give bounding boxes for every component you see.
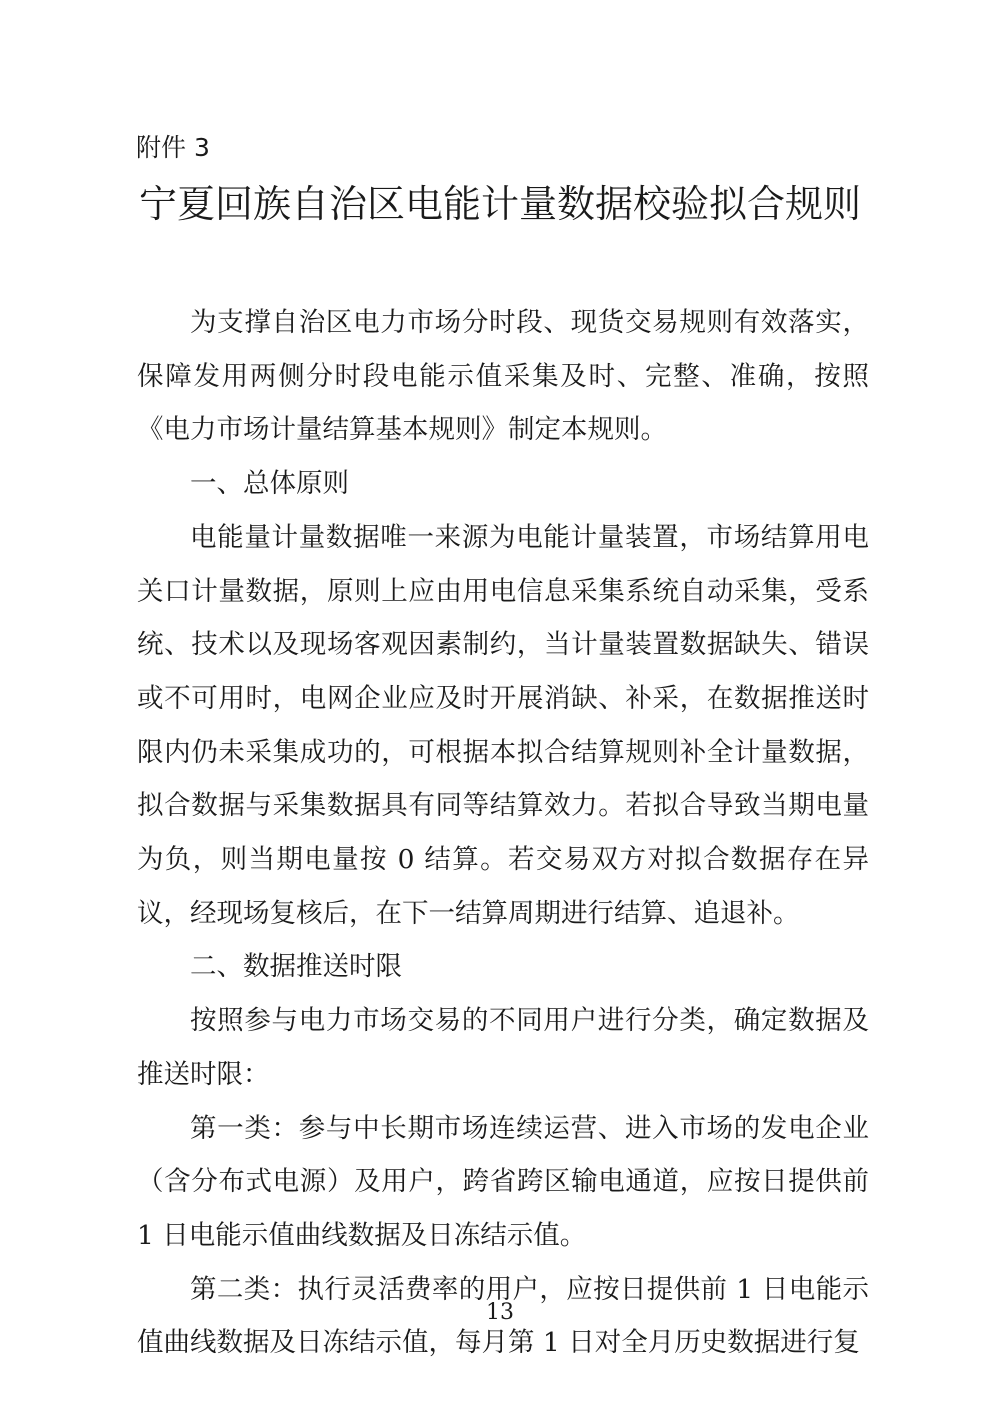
document-title: 宁夏回族自治区电能计量数据校验拟合规则 <box>138 182 861 226</box>
general-principles-paragraph: 电能量计量数据唯一来源为电能计量装置，市场结算用电关口计量数据，原则上应由用电信息采集系统自动采集，受系统、技术以及现场客观因素制约，当计量装置数据缺失、错误或不可用时，电网企业应及时开展消缺、补采，在数据推送时限内仍未采集成功的，可根据本拟合结算规则补全计量数据，拟合数据与采集数据具有同等结算效力。若拟合导致当期电量为负，则当期电量按 0 结算。若交易双方对拟合数据存在异议，经现场复核后，在下一结算周期进行结算、追退补。 <box>137 521 869 929</box>
category-two-paragraph: 第二类：执行灵活费率的用户，应按日提供前 1 日电能示值曲线数据及日冻结示值，每月第 1 日对全月历史数据进行复 <box>137 1273 869 1359</box>
section-heading-push-time-limit: 二、数据推送时限 <box>190 951 402 983</box>
attachment-label: 附件 3 <box>136 133 210 162</box>
page-number: 13 <box>486 1300 514 1325</box>
document-body <box>137 296 869 1370</box>
category-one-paragraph: 第一类：参与中长期市场连续运营、进入市场的发电企业（含分布式电源）及用户，跨省跨区输电通道，应按日提供前 1 日电能示值曲线数据及日冻结示值。 <box>137 1112 869 1251</box>
section-heading-general-principles: 一、总体原则 <box>190 468 349 500</box>
intro-paragraph: 为支撑自治区电力市场分时段、现货交易规则有效落实，保障发用两侧分时段电能示值采集及时、完整、准确，按照《电力市场计量结算基本规则》制定本规则。 <box>137 307 869 446</box>
classification-paragraph: 按照参与电力市场交易的不同用户进行分类，确定数据及推送时限： <box>137 1005 869 1090</box>
